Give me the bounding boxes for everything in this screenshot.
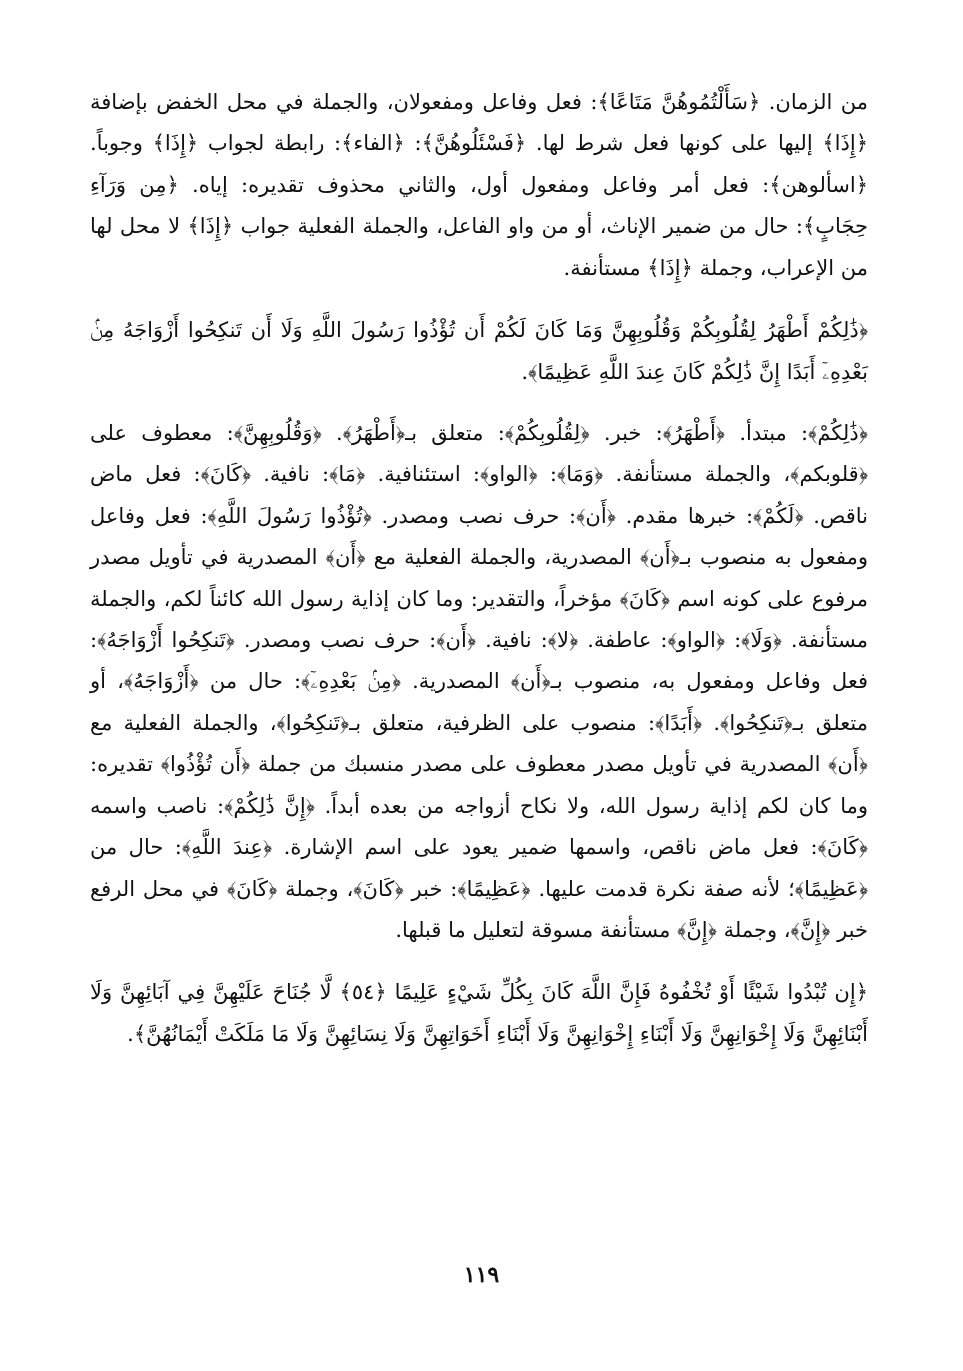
quran-verse-53: ﴿ذَٰلِكُمْ أَطْهَرُ لِقُلُوبِكُمْ وَقُلُوبِهِنَّ وَمَا كَانَ لَكُمْ أَن تُؤْذُوا رَسُولَ اللَّهِ وَلَا أَن تَنكِحُوا أَزْوَاجَهُ مِنۢ بَعْدِهِۦٓ أَبَدًا إِنَّ ذَٰلِكُمْ كَانَ عِندَ اللَّهِ عَظِيمًا﴾. — [90, 318, 868, 385]
grammar-paragraph-1: من الزمان. ﴿سَأَلْتُمُوهُنَّ مَتَاعًا﴾: فعل وفاعل ومفعولان، والجملة في محل الخفض بإضافة ﴿إِذَا﴾ إليها على كونها فعل شرط لها. ﴿فَسْئَلُوهُنَّ﴾: ﴿الفاء﴾: رابطة لجواب ﴿إِذَا﴾ وجوباً. ﴿اسألوهن﴾: فعل أمر وفاعل ومفعول أول، والثاني محذوف تقديره: إياه. ﴿مِن وَرَآءِ حِجَابٍ﴾: حال من ضمير الإناث، أو من واو الفاعل، والجملة الفعلية جواب ﴿إِذَا﴾ لا محل لها من الإعراب، وجملة ﴿إِذَا﴾ مستأنفة. — [90, 90, 869, 280]
page-body — [90, 82, 868, 1055]
page-number: ١١٩ — [463, 1262, 500, 1288]
grammar-paragraph-2: ﴿ذَٰلِكُمْ﴾: مبتدأ. ﴿أَطْهَرُ﴾: خبر. ﴿لِقُلُوبِكُمْ﴾: متعلق بـ﴿أَطْهَرُ﴾. ﴿وَقُلُوبِهِنَّ﴾: معطوف على ﴿قلوبكم﴾، والجملة مستأنفة. ﴿وَمَا﴾: ﴿الواو﴾: استئنافية. ﴿مَا﴾: نافية. ﴿كَانَ﴾: فعل ماض ناقص. ﴿لَكُمْ﴾: خبرها مقدم. ﴿أَن﴾: حرف نصب ومصدر. ﴿تُؤْذُوا رَسُولَ اللَّهِ﴾: فعل وفاعل ومفعول به منصوب بـ﴿أَن﴾ المصدرية، والجملة الفعلية مع ﴿أَن﴾ المصدرية في تأويل مصدر مرفوع على كونه اسم ﴿كَانَ﴾ مؤخراً، والتقدير: وما كان إذاية رسول الله كائناً لكم، والجملة مستأنفة. ﴿وَلَا﴾: ﴿الواو﴾: عاطفة. ﴿لا﴾: نافية. ﴿أَن﴾: حرف نصب ومصدر. ﴿تَنكِحُوا أَزْوَاجَهُ﴾: فعل وفاعل ومفعول به، منصوب بـ﴿أَن﴾ المصدرية. ﴿مِنۢ بَعْدِهِۦٓ﴾: حال من ﴿أَزْوَاجَهُ﴾، أو متعلق بـ﴿تَنكِحُوا﴾. ﴿أَبَدًا﴾: منصوب على الظرفية، متعلق بـ﴿تَنكِحُوا﴾، والجملة الفعلية مع ﴿أَن﴾ المصدرية في تأويل مصدر معطوف على مصدر منسبك من جملة ﴿أَن تُؤْذُوا﴾ تقديره: وما كان لكم إذاية رسول الله، ولا نكاح أزواجه من بعده أبداً. ﴿إِنَّ ذَٰلِكُمْ﴾: ناصب واسمه ﴿كَانَ﴾: فعل ماض ناقص، واسمها ضمير يعود على اسم الإشارة. ﴿عِندَ اللَّهِ﴾: حال من ﴿عَظِيمًا﴾؛ لأنه صفة نكرة قدمت عليها. ﴿عَظِيمًا﴾: خبر ﴿كَانَ﴾، وجملة ﴿كَانَ﴾ في محل الرفع خبر ﴿إِنَّ﴾، وجملة ﴿إِنَّ﴾ مستأنفة مسوقة لتعليل ما قبلها. — [90, 421, 868, 942]
quran-verse-54-55: ﴿إِن تُبْدُوا شَيْئًا أَوْ تُخْفُوهُ فَإِنَّ اللَّهَ كَانَ بِكُلِّ شَيْءٍ عَلِيمًا ﴿٥٤﴾ لَّا جُنَاحَ عَلَيْهِنَّ فِي آبَائِهِنَّ وَلَا أَبْنَائِهِنَّ وَلَا إِخْوَانِهِنَّ وَلَا أَبْنَاءِ إِخْوَانِهِنَّ وَلَا أَبْنَاءِ أَخَوَاتِهِنَّ وَلَا نِسَائِهِنَّ وَلَا مَا مَلَكَتْ أَيْمَانُهُنَّ﴾. — [90, 980, 868, 1047]
